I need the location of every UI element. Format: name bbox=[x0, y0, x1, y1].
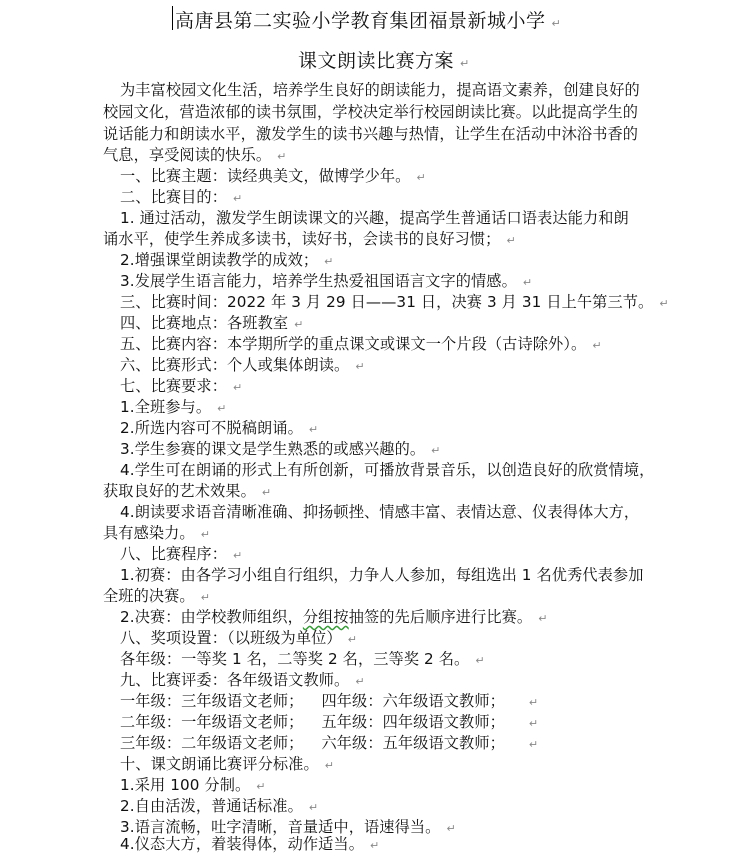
criteria-3: 3.语言流畅，吐字清晰，音量适中，语速得当。 ↵ bbox=[120, 818, 456, 836]
section-theme: 一、比赛主题：读经典美文，做博学少年。 ↵ bbox=[120, 167, 426, 185]
intro-line-4: 气息，享受阅读的快乐。 ↵ bbox=[103, 146, 287, 164]
purpose-item-1b: 诵水平，使学生养成多读书，读好书，会读书的良好习惯； ↵ bbox=[103, 230, 516, 248]
criteria-4: 4.仪态大方，着装得体，动作适当。 ↵ bbox=[120, 835, 380, 853]
awards-detail: 各年级：一等奖 1 名，二等奖 2 名，三等奖 2 名。 ↵ bbox=[120, 650, 485, 668]
intro-line-3: 说话能力和朗读水平，激发学生的读书兴趣与热情，让学生在活动中沐浴书香的 bbox=[103, 125, 639, 143]
judge-row-1: 一年级：三年级语文老师； 四年级：六年级语文教师； ↵ bbox=[120, 692, 539, 710]
section-judges: 九、比赛评委：各年级语文教师。 ↵ bbox=[120, 671, 365, 689]
intro-line-1: 为丰富校园文化生活，培养学生良好的朗读能力，提高语文素养，创建良好的 bbox=[120, 81, 640, 99]
section-awards: 八、奖项设置：（以班级为单位） ↵ bbox=[120, 629, 358, 647]
requirement-3: 3.学生参赛的课文是学生熟悉的或感兴趣的。 ↵ bbox=[120, 440, 441, 458]
section-location: 四、比赛地点：各班教室 ↵ bbox=[120, 314, 304, 332]
section-content: 五、比赛内容：本学期所学的重点课文或课文一个片段（古诗除外）。 ↵ bbox=[120, 335, 602, 353]
requirement-4b: 获取良好的艺术效果。 ↵ bbox=[103, 482, 272, 500]
purpose-item-3: 3.发展学生语言能力，培养学生热爱祖国语言文字的情感。 ↵ bbox=[120, 272, 533, 290]
section-time: 三、比赛时间：2022 年 3 月 29 日——31 日，决赛 3 月 31 日上午第三节。 ↵ bbox=[120, 293, 669, 311]
requirement-2: 2.所选内容可不脱稿朗诵。 ↵ bbox=[120, 419, 319, 437]
document-title: 高唐县第二实验小学教育集团福景新城小学 ↵ bbox=[175, 10, 562, 32]
intro-line-2: 校园文化，营造浓郁的读书氛围，学校决定举行校园朗读比赛。以此提高学生的 bbox=[103, 103, 639, 121]
section-purpose: 二、比赛目的： ↵ bbox=[120, 188, 243, 206]
requirement-5b: 具有感染力。 ↵ bbox=[103, 524, 211, 542]
criteria-2: 2.自由活泼，普通话标准。 ↵ bbox=[120, 797, 319, 815]
section-requirements: 七、比赛要求： ↵ bbox=[120, 377, 243, 395]
procedure-1a: 1.初赛：由各学习小组自行组织，力争人人参加，每组选出 1 名优秀代表参加 bbox=[120, 566, 644, 584]
section-form: 六、比赛形式：个人或集体朗读。 ↵ bbox=[120, 356, 365, 374]
section-criteria: 十、课文朗诵比赛评分标准。 ↵ bbox=[120, 755, 335, 773]
document-subtitle: 课文朗读比赛方案 ↵ bbox=[298, 50, 470, 72]
section-procedure: 八、比赛程序： ↵ bbox=[120, 545, 243, 563]
requirement-4a: 4.学生可在朗诵的形式上有所创新，可播放背景音乐，以创造良好的欣赏情境， bbox=[120, 461, 655, 479]
procedure-2: 2.决赛：由学校教师组织，分组按抽签的先后顺序进行比赛。 ↵ bbox=[120, 608, 548, 626]
procedure-1b: 全班的决赛。 ↵ bbox=[103, 587, 211, 605]
title-cursor bbox=[172, 6, 173, 30]
purpose-item-1a: 1. 通过活动，激发学生朗读课文的兴趣，提高学生普通话口语表达能力和朗 bbox=[120, 209, 629, 227]
judge-row-3: 三年级：二年级语文老师； 六年级：五年级语文教师； ↵ bbox=[120, 734, 539, 752]
requirement-1: 1.全班参与。 ↵ bbox=[120, 398, 227, 416]
judge-row-2: 二年级：一年级语文老师； 五年级：四年级语文教师； ↵ bbox=[120, 713, 539, 731]
criteria-1: 1.采用 100 分制。 ↵ bbox=[120, 776, 266, 794]
purpose-item-2: 2.增强课堂朗读教学的成效； ↵ bbox=[120, 251, 334, 269]
requirement-5a: 4.朗读要求语音清晰准确、抑扬顿挫、情感丰富、表情达意、仪表得体大方， bbox=[120, 503, 640, 521]
spellcheck-underline: 分组按 bbox=[302, 608, 349, 626]
